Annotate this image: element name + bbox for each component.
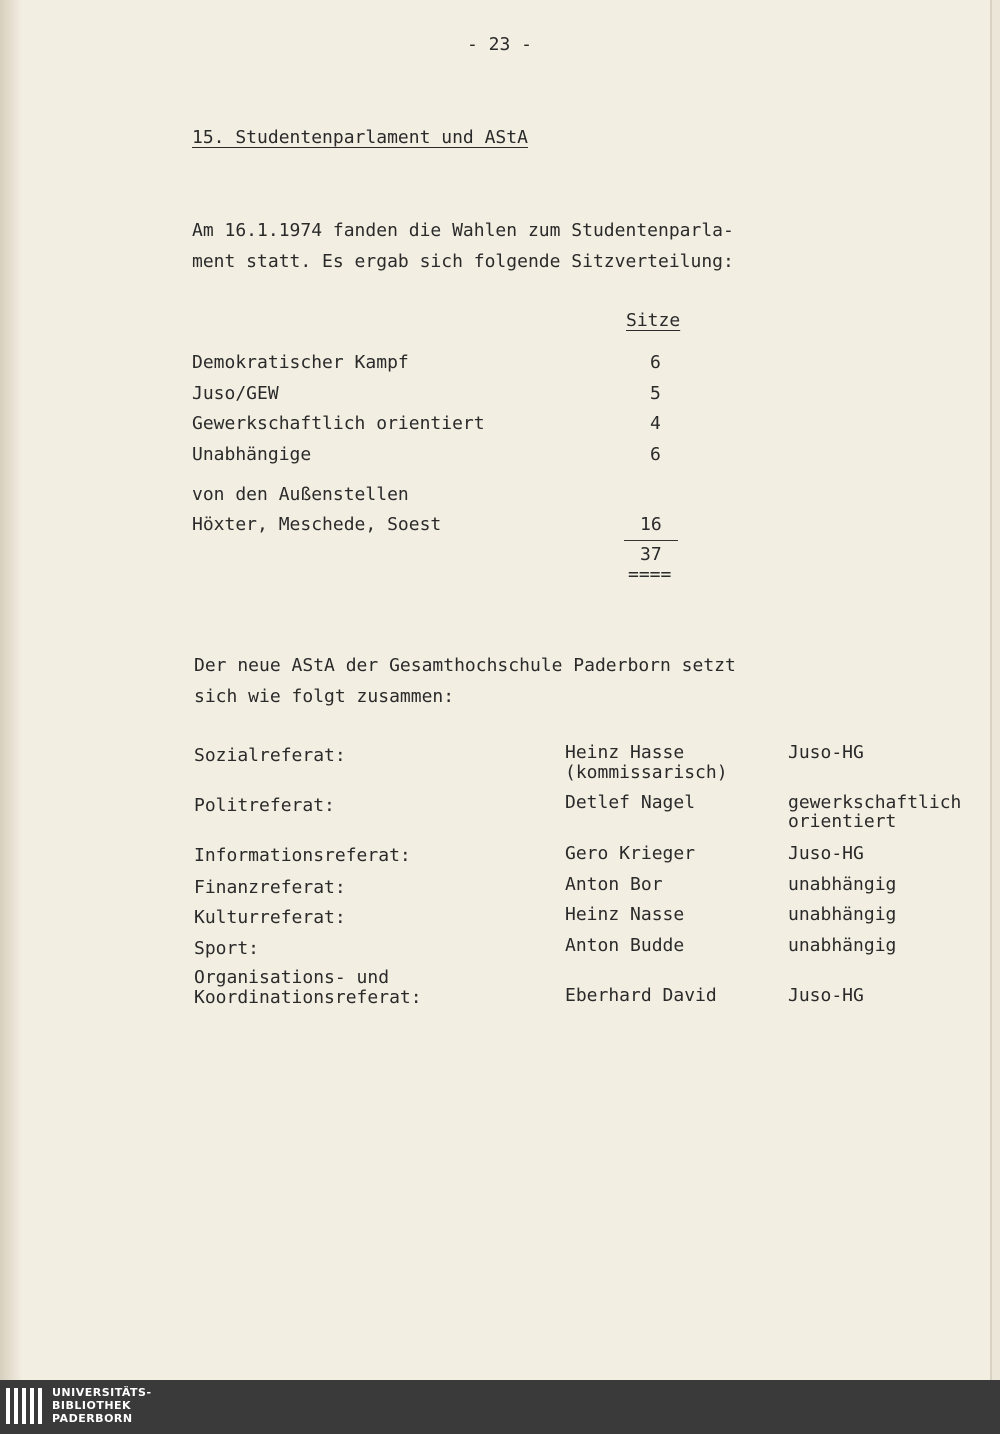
asta-group: gewerkschaftlich <box>788 792 962 813</box>
library-footer <box>0 1380 1000 1434</box>
outposts-seat-count: 16 <box>640 514 662 535</box>
asta-group: Juso-HG <box>788 742 864 763</box>
seat-row-count: 4 <box>650 413 661 434</box>
seat-row-group: Juso/GEW <box>192 383 279 404</box>
asta-referat-line-2: Koordinationsreferat: <box>194 987 422 1008</box>
total-double-rule: ==== <box>628 564 672 585</box>
asta-referat: Sozialreferat: <box>194 745 346 766</box>
seat-row-count: 6 <box>650 352 661 373</box>
asta-group: Juso-HG <box>788 843 864 864</box>
asta-person: Anton Bor <box>565 874 663 895</box>
page-binding-shadow <box>0 0 22 1380</box>
asta-group: unabhängig <box>788 874 897 895</box>
asta-person: Detlef Nagel <box>565 792 696 813</box>
asta-person: Eberhard David <box>565 985 717 1006</box>
asta-person: Heinz Hasse <box>565 742 685 763</box>
asta-referat: Politreferat: <box>194 795 335 816</box>
outposts-label-2: Höxter, Meschede, Soest <box>192 514 442 535</box>
seat-row-group: Demokratischer Kampf <box>192 352 409 373</box>
page-number: - 23 - <box>467 34 533 55</box>
asta-referat: Finanzreferat: <box>194 877 346 898</box>
seat-row-count: 5 <box>650 383 661 404</box>
intro-line-2: ment statt. Es ergab sich folgende Sitzverteilung: <box>192 251 734 272</box>
library-logo-text <box>52 1386 152 1425</box>
asta-group: unabhängig <box>788 904 897 925</box>
asta-referat: Kulturreferat: <box>194 907 346 928</box>
library-name-line-1: UNIVERSITÄTS- <box>52 1386 152 1399</box>
library-name-line-2: BIBLIOTHEK <box>52 1399 132 1412</box>
seat-row-group: Unabhängige <box>192 444 312 465</box>
total-seats: 37 <box>640 544 662 565</box>
asta-referat: Organisations- und <box>194 967 390 988</box>
asta-person: Heinz Nasse <box>565 904 685 925</box>
asta-referat: Informationsreferat: <box>194 845 411 866</box>
asta-person: Gero Krieger <box>565 843 696 864</box>
section-title: 15. Studentenparlament und AStA <box>192 127 528 148</box>
asta-group: Juso-HG <box>788 985 864 1006</box>
seat-row-count: 6 <box>650 444 661 465</box>
sum-rule <box>624 540 678 541</box>
asta-group: unabhängig <box>788 935 897 956</box>
seat-row-group: Gewerkschaftlich orientiert <box>192 413 485 434</box>
asta-group-line-2: orientiert <box>788 811 897 832</box>
library-logo-icon <box>6 1388 46 1426</box>
library-name-line-3: PADERBORN <box>52 1412 133 1425</box>
intro-line-1: Am 16.1.1974 fanden die Wahlen zum Studentenparla- <box>192 220 734 241</box>
asta-referat: Sport: <box>194 938 260 959</box>
asta-person-note: (kommissarisch) <box>565 762 728 783</box>
asta-intro-line-1: Der neue AStA der Gesamthochschule Paderborn setzt <box>194 655 736 676</box>
asta-intro-line-2: sich wie folgt zusammen: <box>194 686 455 707</box>
seats-header: Sitze <box>626 310 681 331</box>
asta-person: Anton Budde <box>565 935 685 956</box>
outposts-label-1: von den Außenstellen <box>192 484 409 505</box>
